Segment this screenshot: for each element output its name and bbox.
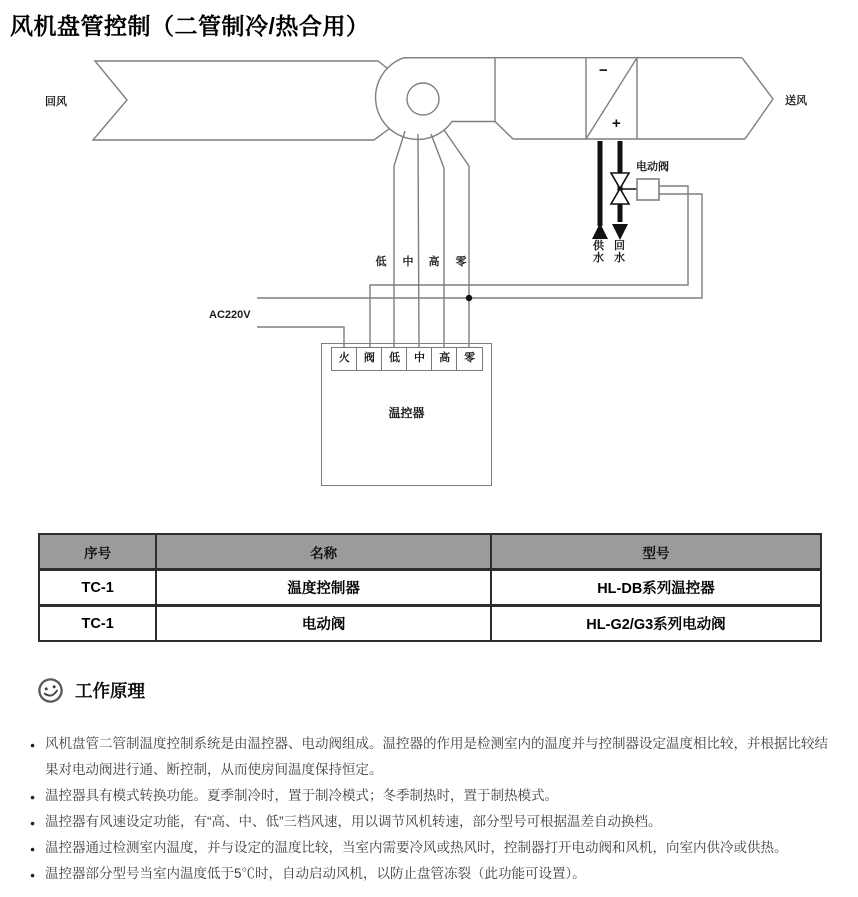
fan-hub-shape xyxy=(407,83,439,115)
bullet-item: ● 风机盘管二管制温度控制系统是由温控器、电动阀组成。温控器的作用是检测室内的温度并与控制器设定温度相比较，并根据比较结果对电动阀进行通、断控制，从而使房间温度保持恒定。 xyxy=(30,731,830,783)
wire-junction-dot xyxy=(466,295,472,301)
bullet-item: ● 温控器有风速设定功能，有“高、中、低”三档风速，用以调节风机转速，部分型号可根据温差自动换档。 xyxy=(30,809,830,835)
cell-name: 电动阀 xyxy=(156,606,491,642)
coil-plus-sign: + xyxy=(612,115,621,132)
fan-speed-label-high: 高 xyxy=(428,256,440,268)
bullet-item: ● 温控器部分型号当室内温度低于5℃时，自动启动风机，以防止盘管冻裂（此功能可设置）。 xyxy=(30,861,830,887)
terminal-live: 火 xyxy=(331,347,358,371)
return-water-label: 回水 xyxy=(614,240,625,264)
cell-model: HL-DB系列温控器 xyxy=(491,570,821,606)
return-water-arrow xyxy=(612,224,628,240)
principle-title: 工作原理 xyxy=(75,681,145,701)
table-row xyxy=(39,606,821,642)
principle-heading xyxy=(36,676,145,705)
page-title: 风机盘管控制（二管制冷/热合用） xyxy=(10,13,370,39)
supply-water-label: 供水 xyxy=(593,240,604,264)
terminal-valve: 阀 xyxy=(356,347,383,371)
terminal-low: 低 xyxy=(381,347,408,371)
cell-index: TC-1 xyxy=(39,606,156,642)
bullet-item: ● 温控器通过检测室内温度，并与设定的温度比较，当室内需要冷风或热风时，控制器打开电动阀和风机，向室内供冷或供热。 xyxy=(30,835,830,861)
thermostat-label: 温控器 xyxy=(388,406,425,420)
table-header-row xyxy=(39,534,821,570)
coil-minus-sign: − xyxy=(599,62,608,79)
valve-label: 电动阀 xyxy=(636,161,669,173)
power-label: AC220V xyxy=(209,309,251,321)
parts-table xyxy=(38,533,822,642)
supply-air-label: 送风 xyxy=(785,95,807,107)
fan-speed-label-low: 低 xyxy=(375,256,387,268)
smiley-icon xyxy=(33,673,67,707)
col-header-name: 名称 xyxy=(156,534,491,570)
cell-index: TC-1 xyxy=(39,570,156,606)
cell-name: 温度控制器 xyxy=(156,570,491,606)
terminal-zero: 零 xyxy=(456,347,483,371)
thermostat-terminal-strip xyxy=(331,347,483,371)
principle-bullets xyxy=(30,731,830,887)
cell-model: HL-G2/G3系列电动阀 xyxy=(491,606,821,642)
fan-speed-label-zero: 零 xyxy=(455,256,467,268)
return-air-label: 回风 xyxy=(45,96,67,108)
terminal-high: 高 xyxy=(431,347,458,371)
fan-speed-label-mid: 中 xyxy=(402,256,414,268)
supply-water-arrow xyxy=(592,223,608,239)
valve-actuator-box xyxy=(637,179,659,200)
col-header-model: 型号 xyxy=(491,534,821,570)
bullet-item: ● 温控器具有模式转换功能。夏季制冷时，置于制冷模式；冬季制热时，置于制热模式。 xyxy=(30,783,830,809)
table-row xyxy=(39,570,821,606)
terminal-mid: 中 xyxy=(406,347,433,371)
col-header-index: 序号 xyxy=(39,534,156,570)
